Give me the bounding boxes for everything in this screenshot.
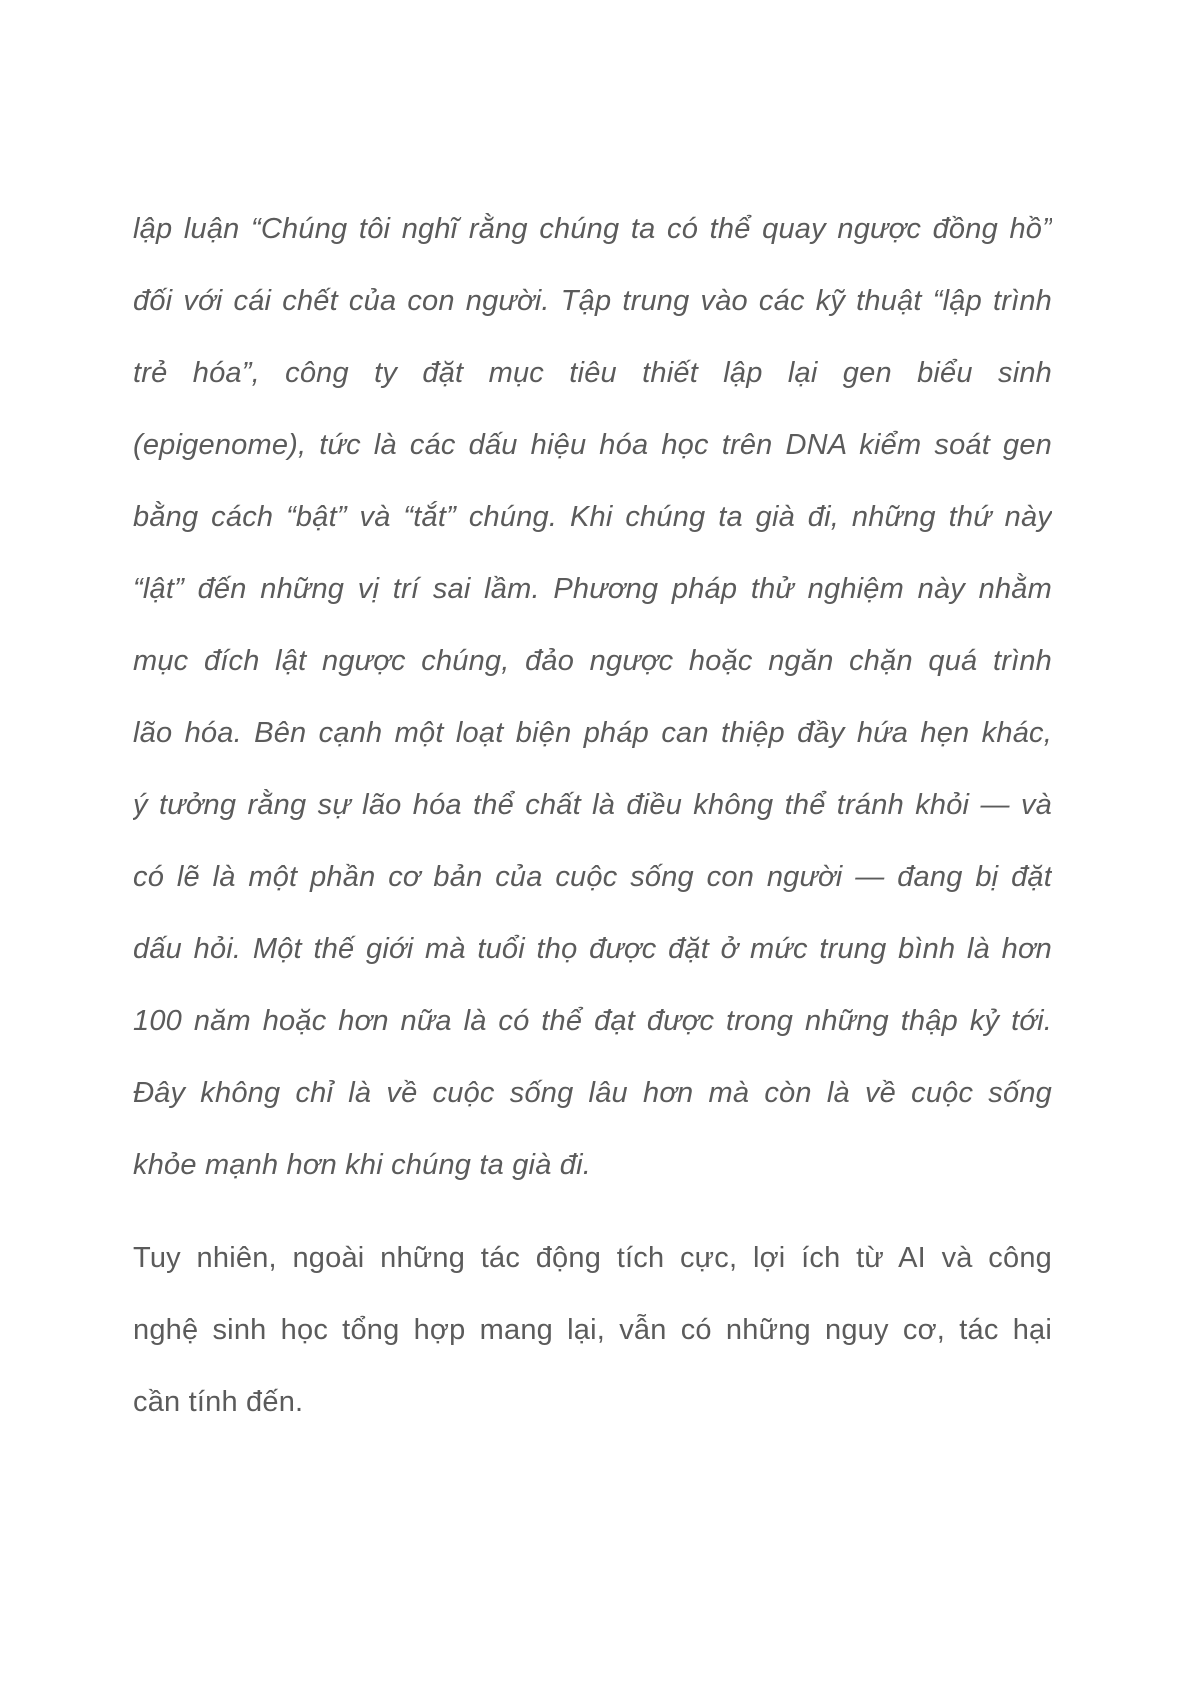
text-line: dấu hỏi. Một thế giới mà tuổi thọ được đặt ở mức trung bình là hơn [133, 933, 1052, 965]
text-line: 100 năm hoặc hơn nữa là có thể đạt được trong những thập kỷ tới. [133, 1005, 1052, 1037]
paragraph [133, 1222, 1052, 1438]
text-line: ý tưởng rằng sự lão hóa thể chất là điều không thể tránh khỏi — và [133, 789, 1052, 821]
text-line: bằng cách “bật” và “tắt” chúng. Khi chúng ta già đi, những thứ này [133, 501, 1052, 533]
text-line: Tuy nhiên, ngoài những tác động tích cực, lợi ích từ AI và công [133, 1242, 1052, 1274]
text-line: đối với cái chết của con người. Tập trung vào các kỹ thuật “lập trình [133, 285, 1052, 317]
text-line: nghệ sinh học tổng hợp mang lại, vẫn có những nguy cơ, tác hại [133, 1314, 1052, 1346]
paragraph [133, 193, 1052, 1201]
text-line: “lật” đến những vị trí sai lầm. Phương pháp thử nghiệm này nhằm [133, 573, 1052, 605]
text-line: lão hóa. Bên cạnh một loạt biện pháp can thiệp đầy hứa hẹn khác, [133, 717, 1052, 749]
text-line: mục đích lật ngược chúng, đảo ngược hoặc ngăn chặn quá trình [133, 645, 1052, 677]
text-line: cần tính đến. [133, 1386, 304, 1418]
text-line: Đây không chỉ là về cuộc sống lâu hơn mà còn là về cuộc sống [133, 1077, 1052, 1109]
text-line: trẻ hóa”, công ty đặt mục tiêu thiết lập lại gen biểu sinh [133, 357, 1052, 389]
document-text-body [133, 193, 1052, 1438]
text-line: (epigenome), tức là các dấu hiệu hóa học trên DNA kiểm soát gen [133, 429, 1052, 461]
text-line: lập luận “Chúng tôi nghĩ rằng chúng ta có thể quay ngược đồng hồ” [133, 213, 1052, 245]
text-line: có lẽ là một phần cơ bản của cuộc sống con người — đang bị đặt [133, 861, 1052, 893]
text-line: khỏe mạnh hơn khi chúng ta già đi. [133, 1149, 592, 1181]
